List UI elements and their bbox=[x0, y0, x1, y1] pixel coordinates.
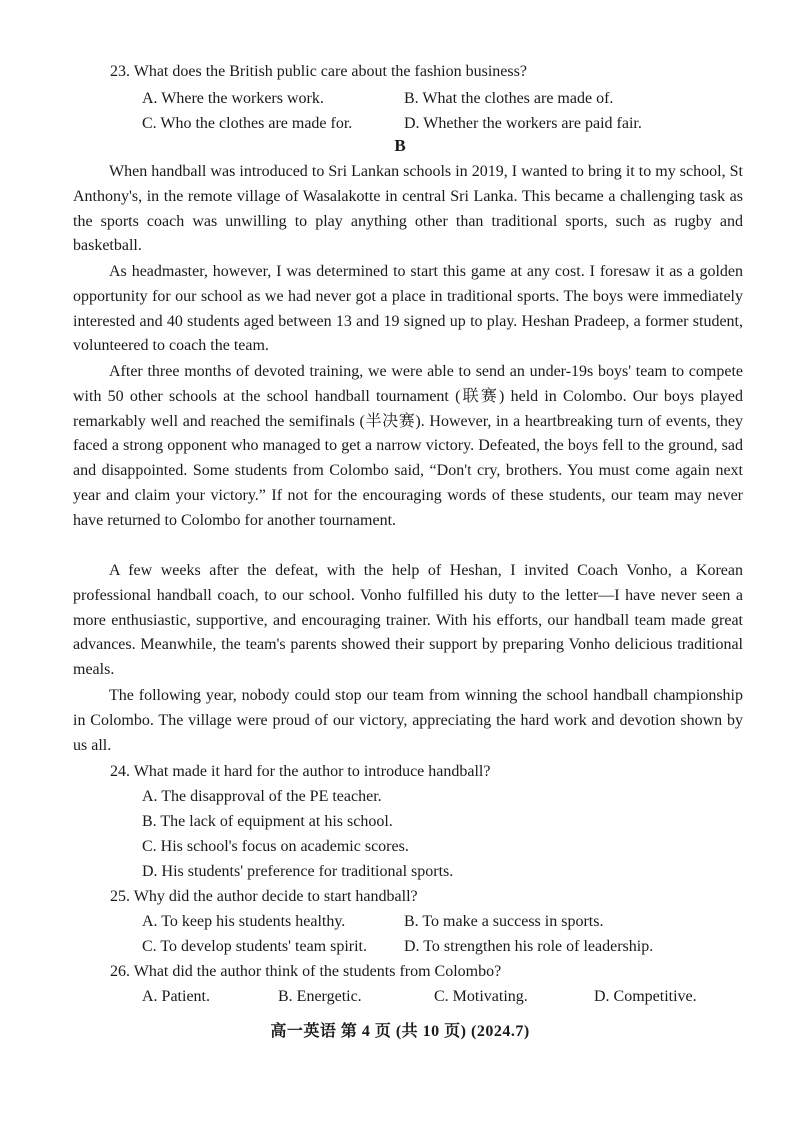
question-23-option-b: B. What the clothes are made of. bbox=[404, 90, 614, 107]
question-24-option-c: C. His school's focus on academic scores. bbox=[142, 838, 409, 855]
passage-paragraph-4: A few weeks after the defeat, with the help of Heshan, I invited Coach Vonho, a Korean professional handball coach, to our school. Vonho fulfilled his duty to the letter—I have never seen a more enthusiastic, supportive, and encouraging trainer. With his efforts, our handball team made great advances. Meanwhile, the team's parents showed their support by preparing Vonho delicious traditional meals. bbox=[73, 562, 743, 679]
question-24-option-d: D. His students' preference for traditional sports. bbox=[142, 863, 454, 880]
question-25-option-b: B. To make a success in sports. bbox=[404, 913, 604, 930]
passage-paragraph-5: The following year, nobody could stop our team from winning the school handball championship in Colombo. The village were proud of our victory, appreciating the hard work and devotion shown by us all. bbox=[73, 687, 743, 754]
question-26-option-b: B. Energetic. bbox=[278, 988, 362, 1005]
question-23-option-c: C. Who the clothes are made for. bbox=[142, 115, 353, 132]
question-26-stem: 26. What did the author think of the students from Colombo? bbox=[110, 963, 502, 980]
question-23-option-a: A. Where the workers work. bbox=[142, 90, 324, 107]
question-25-option-d: D. To strengthen his role of leadership. bbox=[404, 938, 654, 955]
page-footer: 高一英语 第 4 页 (共 10 页) (2024.7) bbox=[270, 1023, 530, 1040]
section-label: B bbox=[394, 136, 406, 155]
question-26-option-c: C. Motivating. bbox=[434, 988, 528, 1005]
question-23-option-d: D. Whether the workers are paid fair. bbox=[404, 115, 642, 132]
question-23-stem: 23. What does the British public care about the fashion business? bbox=[110, 63, 527, 80]
question-24-option-b: B. The lack of equipment at his school. bbox=[142, 813, 393, 830]
question-25-option-c: C. To develop students' team spirit. bbox=[142, 938, 367, 955]
passage-paragraph-2: As headmaster, however, I was determined to start this game at any cost. I foresaw it as a golden opportunity for our school as we had never got a place in traditional sports. The boys were immediately interested and 40 students aged between 13 and 19 signed up to play. Heshan Pradeep, a former student, volunteered to coach the team. bbox=[73, 263, 743, 355]
question-24-option-a: A. The disapproval of the PE teacher. bbox=[142, 788, 382, 805]
question-26-option-d: D. Competitive. bbox=[594, 988, 697, 1005]
question-26-option-a: A. Patient. bbox=[142, 988, 210, 1005]
passage-paragraph-3: After three months of devoted training, we were able to send an under-19s boys' team to compete with 50 other schools at the school handball tournament (联赛) held in Colombo. Our boys played remarkably well and reached the semifinals (半决赛). However, in a heartbreaking turn of events, they faced a strong opponent who managed to get a narrow victory. Defeated, the boys fell to the ground, sad and disappointed. Some students from Colombo said, “Don't cry, brothers. You must come again next year and claim your victory.” If not for the encouraging words of these students, our team may never have returned to Colombo for another tournament. bbox=[73, 363, 743, 529]
passage-paragraph-1: When handball was introduced to Sri Lankan schools in 2019, I wanted to bring it to my school, St Anthony's, in the remote village of Wasalakotte in central Sri Lanka. This became a challenging task as the sports coach was unwilling to play anything other than traditional sports, such as rugby and basketball. bbox=[73, 163, 743, 255]
question-24-stem: 24. What made it hard for the author to introduce handball? bbox=[110, 763, 491, 780]
question-25-option-a: A. To keep his students healthy. bbox=[142, 913, 346, 930]
question-25-stem: 25. Why did the author decide to start handball? bbox=[110, 888, 418, 905]
